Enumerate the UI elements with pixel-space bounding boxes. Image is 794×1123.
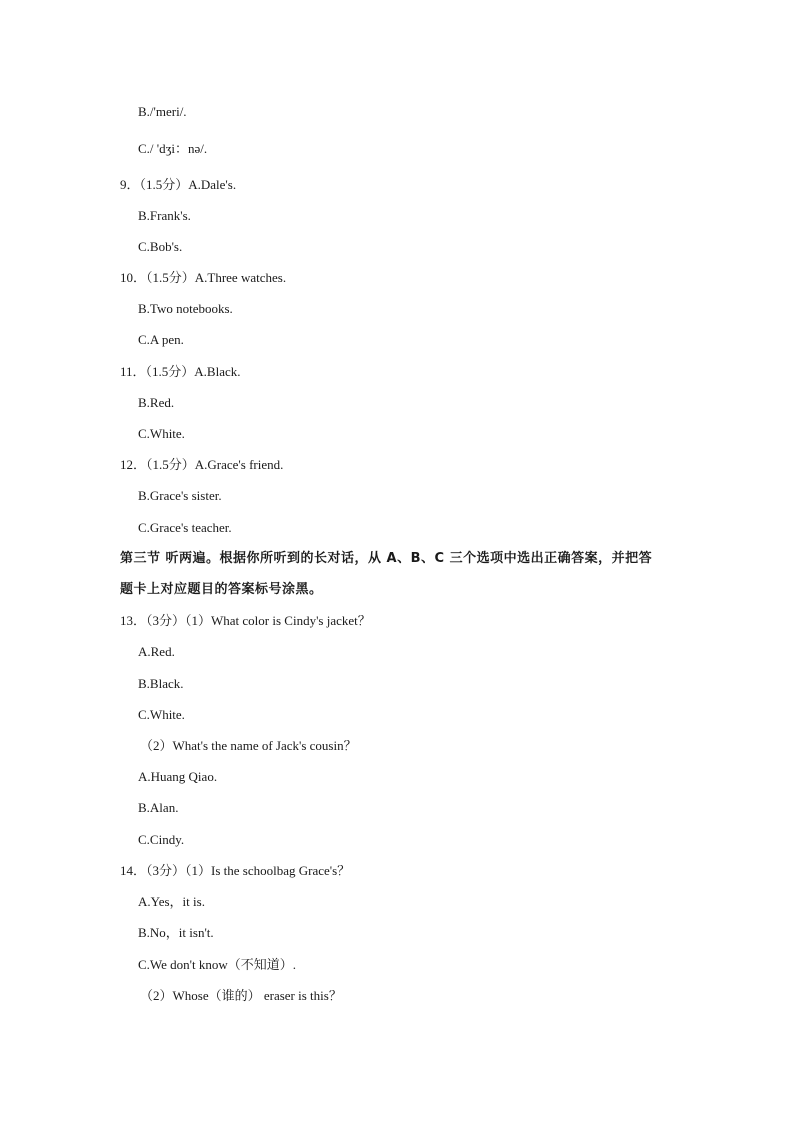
option-line: B./'meri/. xyxy=(138,104,187,119)
option-line: B.Grace's sister. xyxy=(138,488,222,503)
question-11: 11．（1.5分）A.Black. xyxy=(120,364,241,379)
sub-question: （2）Whose（谁的） eraser is this？ xyxy=(140,988,342,1003)
option-line: C.Grace's teacher. xyxy=(138,520,232,535)
option-line: A.Red. xyxy=(138,644,175,659)
option-line: C./ 'dʒi：nə/. xyxy=(138,141,208,156)
section-heading: 题卡上对应题目的答案标号涂黑。 xyxy=(120,582,323,597)
question-13: 13．（3分）（1）What color is Cindy's jacket？ xyxy=(120,613,371,628)
option-line: A.Yes，it is. xyxy=(138,894,205,909)
question-9: 9．（1.5分）A.Dale's. xyxy=(120,177,237,192)
option-line: C.White. xyxy=(138,426,185,441)
question-14: 14．（3分）（1）Is the schoolbag Grace's？ xyxy=(120,863,351,878)
option-line: B.Black. xyxy=(138,676,184,691)
option-line: C.A pen. xyxy=(138,332,184,347)
option-line: C.Bob's. xyxy=(138,239,183,254)
option-line: B.No，it isn't. xyxy=(138,925,214,940)
option-line: B.Alan. xyxy=(138,800,179,815)
option-line: B.Two notebooks. xyxy=(138,301,233,316)
option-line: B.Frank's. xyxy=(138,208,191,223)
question-12: 12．（1.5分）A.Grace's friend. xyxy=(120,457,284,472)
question-10: 10．（1.5分）A.Three watches. xyxy=(120,270,287,285)
sub-question: （2）What's the name of Jack's cousin？ xyxy=(140,738,357,753)
option-line: B.Red. xyxy=(138,395,175,410)
option-line: A.Huang Qiao. xyxy=(138,769,218,784)
option-line: C.Cindy. xyxy=(138,832,185,847)
option-line: C.We don't know（不知道）. xyxy=(138,957,297,972)
option-line: C.White. xyxy=(138,707,185,722)
section-heading: 第三节 听两遍。根据你所听到的长对话，从 A、B、C 三个选项中选出正确答案，并把答 xyxy=(120,551,653,566)
